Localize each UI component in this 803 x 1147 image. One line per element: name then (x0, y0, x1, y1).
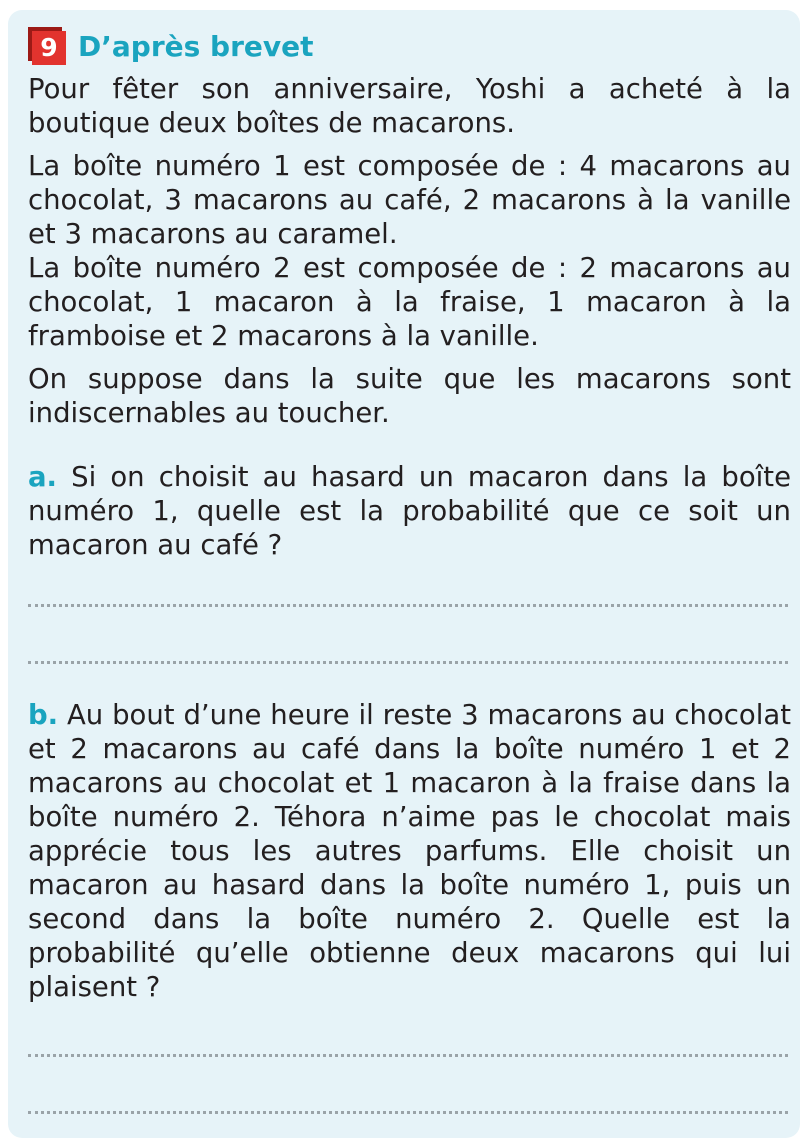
answer-line[interactable] (28, 604, 788, 607)
exercise-card (8, 10, 800, 1138)
question-b (28, 698, 791, 1004)
question-a-label: a. (28, 461, 58, 493)
assumption-paragraph: On suppose dans la suite que les macarons sont indiscernables au toucher. (28, 363, 791, 429)
intro-paragraph: Pour fêter son anniversaire, Yoshi a acheté à la boutique deux boîtes de macarons. (28, 73, 791, 139)
question-b-text: Au bout d’une heure il reste 3 macarons au chocolat et 2 macarons au café dans la boîte numéro 1 et 2 macarons au chocolat et 1 macaron à la fraise dans la boîte numéro 2. Téhora n’aime pas le chocolat mais apprécie tous les autres parfums. Elle choisit un macaron au hasard dans la boîte numéro 1, puis un second dans la boîte numéro 2. Quelle est la probabilité qu’elle obtienne deux macarons qui lui plaisent ? (28, 699, 791, 1003)
question-a-text: Si on choisit au hasard un macaron dans la boîte numéro 1, quelle est la probabilité que ce soit un macaron au café ? (28, 461, 791, 561)
exercise-title: D’après brevet (78, 30, 314, 63)
box-2-description: La boîte numéro 2 est composée de : 2 macarons au chocolat, 1 macaron à la fraise, 1 macaron à la framboise et 2 macarons à la vanille. (28, 252, 791, 352)
exercise-content (28, 22, 791, 1114)
exercise-number-badge (32, 22, 72, 70)
answer-line[interactable] (28, 661, 788, 664)
question-b-label: b. (28, 699, 59, 731)
question-a (28, 460, 791, 562)
answer-line[interactable] (28, 1054, 788, 1057)
exercise-number: 9 (32, 31, 66, 65)
answer-line[interactable] (28, 1111, 788, 1114)
exercise-header (28, 22, 791, 70)
box-1-description: La boîte numéro 1 est composée de : 4 macarons au chocolat, 3 macarons au café, 2 macarons à la vanille et 3 macarons au caramel. (28, 150, 791, 250)
